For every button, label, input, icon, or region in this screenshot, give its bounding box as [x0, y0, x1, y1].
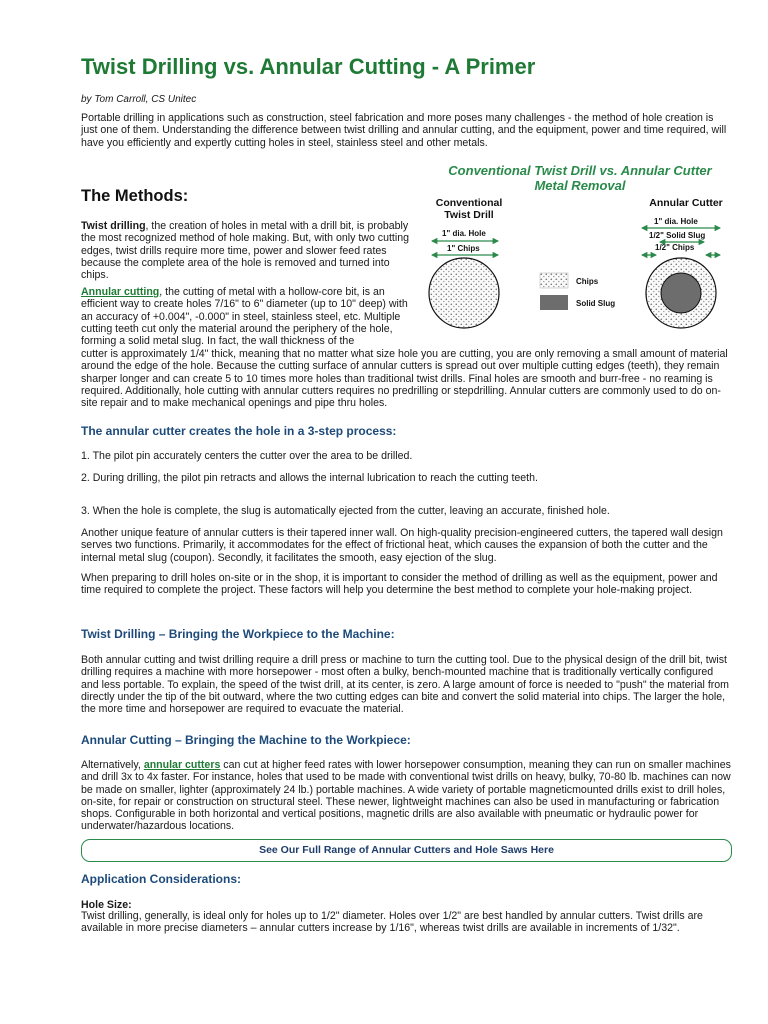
annular-dim-chips: 1/2" Chips	[655, 243, 695, 252]
annular-para-after: can cut at higher feed rates with lower horsepower consumption, meaning they can run on smaller machines and drill 3x to 4x faster. For instance, holes that used to be made with conventional twist drills on heavy, bulky, 70-80 lb. machines can now be made on smaller, lighter (approximately 24 lb.) portable machines. A wide variety of portable magneticmounted drills exist to drill holes, on-site, for repair or construction on structural steel. These newer, lightweight machines can also be used in manufacturing or fabrication shops. Configurable in both horizontal and vertical positions, magnetic drills are also available with pneumatic or hydraulic power for underwater/hazardous locations.	[81, 759, 731, 833]
tapered-paragraph: Another unique feature of annular cutters is their tapered inner wall. On high-quality precision-engineered cutters, the tapered wall design serves two functions. Primarily, it accommodates for the effect of frictional heat, which causes the expansion of both the cutter and the internal metal slug (coupon). Secondly, it facilitates the smooth, easy ejection of the slug.	[81, 527, 723, 564]
annular-slug-circle	[661, 273, 701, 313]
hole-size-paragraph: Twist drilling, generally, is ideal only for holes up to 1/2" diameter. Holes over 1/2" are best handled by annular cutters. Twist drills are available in more precise diameters – annular cutters increase by 1/16", whereas twist drills are available in increments of 1/32".	[81, 910, 703, 935]
annular-paragraph-wide: cutter is approximately 1/4" thick, meaning that no matter what size hole you are cutting, you are only removing a small amount of material around the edge of the hole. Because the cutting surface of annular cutters is spread out over multiple cutting edges (teeth), they remain sharper longer and can create 5 to 10 times more holes than traditional twist drills. Final holes are smooth and burr-free - no reaming is required. Additionally, hole cutting with annular cutters requires no predrilling or stepdrilling. Annular cutters are commonly used to do on-site repair and to make mechanical openings and pipe thru holes.	[81, 348, 728, 410]
annular-para-before: Alternatively,	[81, 759, 144, 771]
twist-drilling-paragraph	[81, 220, 416, 281]
metal-removal-figure	[420, 163, 740, 331]
legend-chips-label: Chips	[576, 277, 599, 286]
preparing-paragraph: When preparing to drill holes on-site or in the shop, it is important to consider the method of drilling as well as the equipment, power and time required to complete the project. These factors will help you determine the best method to complete your hole-making project.	[81, 572, 718, 597]
byline: by Tom Carroll, CS Unitec	[81, 94, 197, 105]
twist-dim-hole: 1" dia. Hole	[442, 229, 486, 238]
twist-drill-circle	[429, 258, 499, 328]
annular-cutting-heading: Annular Cutting – Bringing the Machine to the Workpiece:	[81, 733, 411, 747]
twist-drill-label-1: Conventional	[435, 197, 503, 209]
hole-size-label: Hole Size:	[81, 899, 132, 911]
figure-title-line1: Conventional Twist Drill vs. Annular Cutter	[448, 163, 712, 178]
annular-dim-hole: 1" dia. Hole	[654, 217, 698, 226]
application-heading: Application Considerations:	[81, 872, 242, 886]
annular-dim-slug: 1/2" Solid Slug	[649, 231, 706, 240]
page-title: Twist Drilling vs. Annular Cutting - A Primer	[81, 54, 536, 79]
annular-text-narrow: , the cutting of metal with a hollow-core bit, is an efficient way to create holes 7/16" to 6" diameter (up to 10" deep) with an accuracy of +0.004", -0.000" in steel, stainless steel, etc. Multiple cutting teeth cut only the material around the periphery of the hole, forming a solid metal slug. In fact, the wall thickness of the	[81, 286, 408, 348]
step-2: 2. During drilling, the pilot pin retracts and allows the internal lubrication to reach the cutting teeth.	[81, 472, 538, 484]
twist-dim-chips: 1" Chips	[447, 244, 480, 253]
annular-cutter-label: Annular Cutter	[649, 197, 723, 209]
process-heading: The annular cutter creates the hole in a 3-step process:	[81, 424, 397, 438]
figure-graphics	[420, 163, 740, 331]
annular-cutting-link[interactable]: Annular cutting	[81, 286, 160, 298]
twist-drilling-term: Twist drilling	[81, 220, 146, 232]
annular-cutters-link[interactable]: annular cutters	[143, 759, 221, 771]
intro-paragraph: Portable drilling in applications such as construction, steel fabrication and more poses many challenges - the method of hole creation is just one of them. Understanding the difference between twist drilling and annular cutting, and the equipment, power and time required, will have you efficiently and expertly cutting holes in steel, stainless steel and other metals.	[81, 112, 727, 149]
step-3: 3. When the hole is complete, the slug is automatically ejected from the cutter, leaving an accurate, finished hole.	[81, 505, 610, 517]
legend-chips-swatch	[540, 273, 568, 288]
full-range-banner-link[interactable]: See Our Full Range of Annular Cutters and Hole Saws Here	[81, 839, 732, 862]
legend-slug-swatch	[540, 295, 568, 310]
legend-slug-label: Solid Slug	[576, 299, 616, 308]
annular-paragraph-narrow	[81, 286, 416, 347]
figure-title-line2: Metal Removal	[534, 178, 626, 193]
twist-drilling-heading: Twist Drilling – Bringing the Workpiece to the Machine:	[81, 627, 395, 641]
twist-drill-label-2: Twist Drill	[444, 209, 494, 221]
step-1: 1. The pilot pin accurately centers the cutter over the area to be drilled.	[81, 450, 413, 462]
annular-cutting-machine-paragraph	[81, 759, 731, 833]
twist-drilling-text: , the creation of holes in metal with a drill bit, is probably the most recognized method of hole making. But, with only two cutting edges, twist drills require more time, power and slower feed rates because the complete area of the hole is removed and turned into chips.	[81, 220, 409, 282]
twist-drilling-machine-paragraph: Both annular cutting and twist drilling require a drill press or machine to turn the cutting tool. Due to the physical design of the drill bit, twist drilling requires a machine with more horsepower - most often a bulky, bench-mounted machine that is traditionally vertically configured and less portable. To explain, the speed of the twist drill, at its center, is zero. A large amount of force is needed to "push" the material from directly under the tip of the bit outward, where the two cutting edges can bite and convert the solid material into chips. The larger the hole, the more time and horsepower are required to evacuate the material.	[81, 654, 730, 716]
methods-heading: The Methods:	[81, 187, 189, 205]
